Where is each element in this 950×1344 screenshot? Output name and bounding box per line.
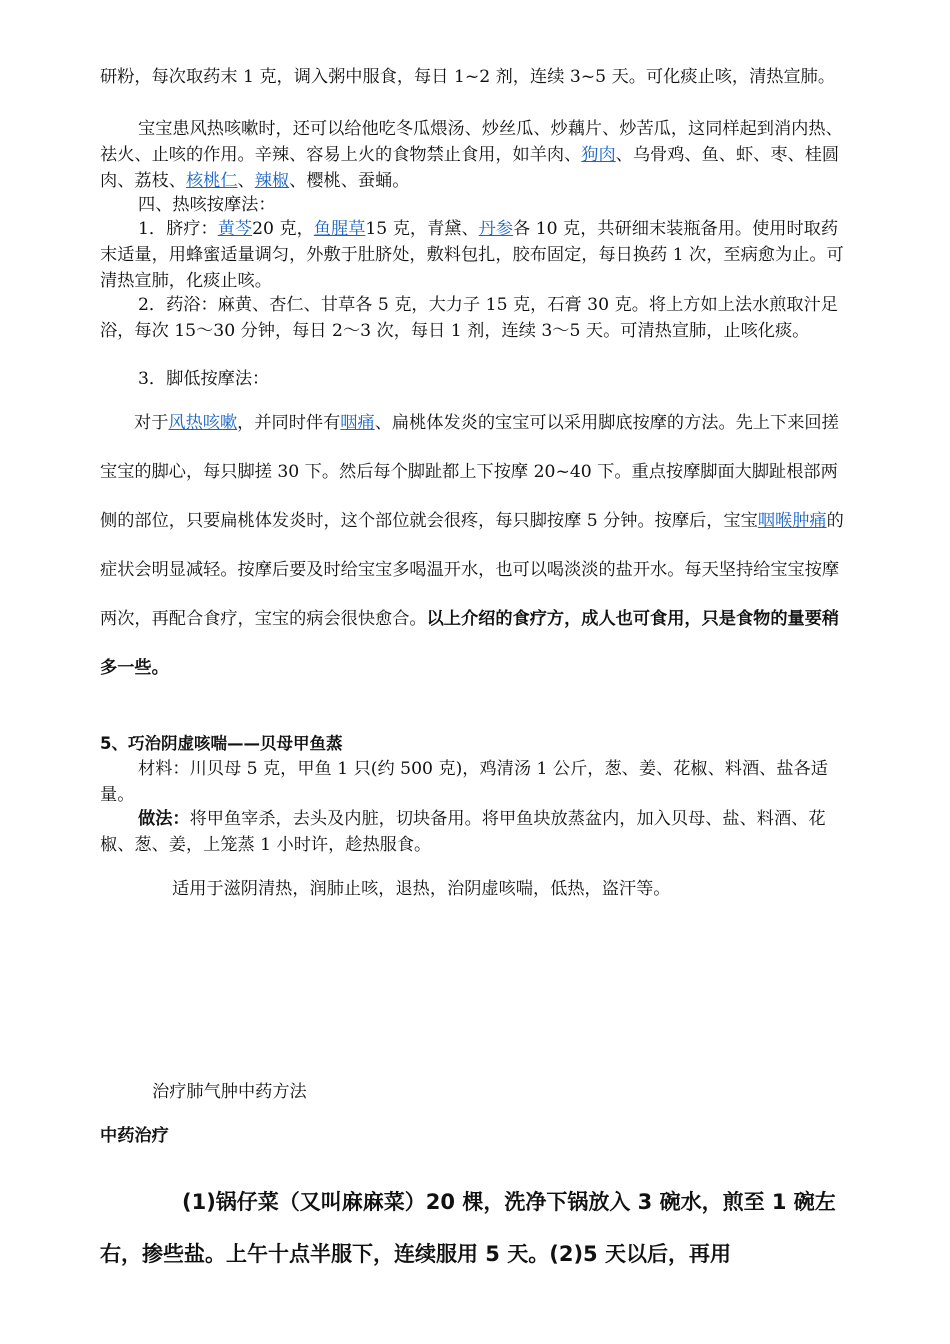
paragraph-herbal-bath: 2．药浴：麻黄、杏仁、甘草各 5 克，大力子 15 克，石膏 30 克。将上方如上法水煎取汁足浴，每次 15～30 分钟，每日 2～3 次，每日 1 剂，连续 3～5 天。可清热宣肺，止咳化痰。	[100, 295, 838, 341]
link-dog-meat[interactable]: 狗肉	[581, 145, 616, 165]
bold-adult-note: 以上介绍的食疗方，成人也可食用，只是食物的量要稍多一些。	[100, 609, 840, 678]
paragraph-diet-advice: 宝宝患风热咳嗽时，还可以给他吃冬瓜煨汤、炒丝瓜、炒藕片、炒苦瓜，这同样起到消内热、祛火、止咳的作用。辛辣、容易上火的食物禁止食用，如羊肉、狗肉、乌骨鸡、鱼、虾、枣、桂圆肉、荔枝、核桃仁、辣椒、樱桃、蚕蛹。	[100, 119, 843, 191]
paragraph-powder-dosage: 研粉，每次取药末 1 克，调入粥中服食，每日 1~2 剂，连续 3~5 天。可化痰止咳，清热宣肺。	[100, 67, 836, 87]
paragraph-navel-therapy: 1．脐疗：黄芩20 克，鱼腥草15 克，青黛、丹参各 10 克，共研细末装瓶备用。使用时取药末适量，用蜂蜜适量调匀，外敷于肚脐处，敷料包扎，胶布固定，每日换药 1 次，至病愈为止。可清热宣肺，化痰止咳。	[100, 219, 844, 291]
link-chili-pepper[interactable]: 辣椒	[254, 171, 290, 191]
paragraph-foot-massage-heading: 3．脚低按摩法：	[138, 369, 270, 389]
paragraph-method: 做法：将甲鱼宰杀，去头及内脏，切块备用。将甲鱼块放蒸盆内，加入贝母、盐、料酒、花椒、葱、姜，上笼蒸 1 小时许，趁热服食。	[100, 809, 826, 855]
paragraph-foot-massage: 对于风热咳嗽，并同时伴有咽痛、扁桃体发炎的宝宝可以采用脚底按摩的方法。先上下来回搓宝宝的脚心，每只脚搓 30 下。然后每个脚趾都上下按摩 20~40 下。重点按摩脚面大脚趾根部两侧的部位，只要扁桃体发炎时，这个部位就会很疼，每只脚按摩 5 分钟。按摩后，宝宝咽喉肿痛的症状会明显减轻。按摩后要及时给宝宝多喝温开水，也可以喝淡淡的盐开水。每天坚持给宝宝按摩两次，再配合食疗，宝宝的病会很快愈合。以上介绍的食疗方，成人也可食用，只是食物的量要稍多一些。	[100, 413, 844, 678]
section-title-emphysema: 治疗肺气肿中药方法	[152, 1082, 307, 1102]
method-label: 做法：	[138, 809, 190, 829]
link-sore-throat[interactable]: 咽痛	[340, 413, 375, 433]
paragraph-usage: 适用于滋阴清热，润肺止咳，退热，治阴虚咳喘，低热，盗汗等。	[172, 879, 671, 899]
section-title-yin-deficiency: 5、巧治阴虚咳喘——贝母甲鱼蒸	[100, 734, 343, 753]
paragraph-materials: 材料：川贝母 5 克，甲鱼 1 只(约 500 克)，鸡清汤 1 公斤，葱、姜、花椒、料酒、盐各适量。	[100, 759, 828, 805]
link-scutellaria[interactable]: 黄芩	[217, 219, 253, 239]
heading-chinese-medicine: 中药治疗	[100, 1126, 169, 1146]
link-throat-swelling[interactable]: 咽喉肿痛	[757, 511, 827, 531]
link-walnut-kernel[interactable]: 核桃仁	[185, 171, 238, 191]
link-salvia[interactable]: 丹参	[478, 219, 514, 239]
heading-massage-method: 四、热咳按摩法：	[138, 195, 276, 215]
paragraph-remedy: (1)锅仔菜（又叫麻麻菜）20 棵，洗净下锅放入 3 碗水，煎至 1 碗左右，掺些盐。上午十点半服下，连续服用 5 天。(2)5 天以后，再用	[100, 1190, 836, 1266]
link-houttuynia[interactable]: 鱼腥草	[313, 219, 366, 239]
link-wind-heat-cough[interactable]: 风热咳嗽	[168, 413, 238, 433]
